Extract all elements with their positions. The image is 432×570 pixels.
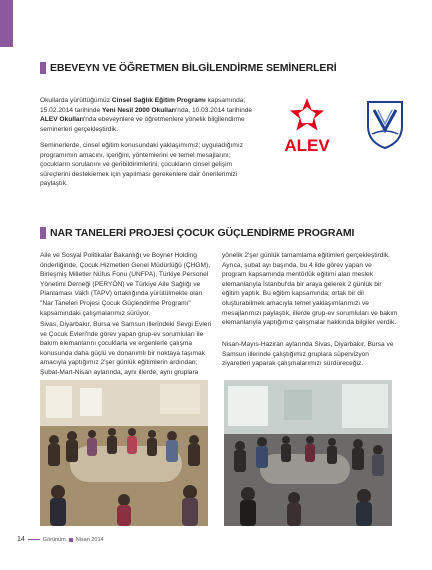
alev-logo-text: ALEV bbox=[284, 136, 330, 154]
nar-col1-paragraph1: Aile ve Sosyal Politikalar Bakanlığı ve Boyner Holding önderliğinde, Çocuk Hizmetleri Genel Müdürlüğü (ÇHGM), Birleşmiş Milletler Nüfus Fonu (UNFPA), Türkiye Personel Yönetimi Derneği (PERYÖN) ve Türkiye Aile Sağlığı ve Planlaması Vakfı (TAPV) ortaklığında yürütülmekte olan "Nar Taneleri Projesi Çocuk Güçlendirme Programı" kapsamındaki çalışmalarımız sürüyor. bbox=[40, 252, 211, 317]
section-heading-seminars bbox=[40, 61, 337, 75]
nar-col1-paragraph2: Sivas, Diyarbakır, Bursa ve Samsun illerindeki Sevgi Evleri ve Çocuk Evleri'nde görev yapan grup-ev sorumluları ile bakım elemanlarını çocuklarla ve ergenlerle çalışma konusunda daha güçlü ve donanımlı bir noktaya taşımak amacıyla yaptığımız 2'şer günlük eğitimlerin ardından; Şubat-Mart-Nisan aylarında, aynı illerde, aynı gruplara bbox=[40, 321, 212, 376]
training-photo-right bbox=[224, 380, 392, 526]
issue-date: Nisan 2014 bbox=[75, 536, 104, 543]
text-run: 'nda ebeveynlere ve öğretmenlere yönelik bilgilendirme seminerleri gerçekleştirdik. bbox=[40, 116, 245, 133]
corner-accent-tab bbox=[0, 0, 13, 47]
section-title: EBEVEYN VE ÖĞRETMEN BİLGİLENDİRME SEMİNERLERİ bbox=[50, 62, 337, 74]
nar-col2-paragraph2: Nisan-Mayıs-Haziran aylarında Sivas, Diyarbakır, Bursa ve Samsun illerinde çalıştığımız gruplara süpervizyon ziyaretleri yaparak çalışmalarımızı sürdüreceğiz. bbox=[222, 341, 394, 368]
magazine-name: Görünüm bbox=[42, 536, 66, 543]
program-name: Cinsel Sağlık Eğitim Programı bbox=[111, 97, 206, 104]
school-shield-logo bbox=[366, 98, 404, 150]
page-footer bbox=[17, 536, 104, 543]
seminar-intro-paragraph bbox=[40, 96, 262, 134]
page-number: 14 bbox=[17, 536, 25, 543]
text-run: kapsamında; 15.02.2014 tarihinde bbox=[40, 97, 246, 114]
school-name-alev: ALEV Okulları bbox=[40, 116, 84, 124]
nar-col2-paragraph1: yönelik 2'şer günlük tamamlama eğitimleri gerçekleştirdik. Ayrıca, şubat ayı başında, bu 4 ilde görev yapan ve program kapsamında mentörlük eğitimi alan meslek elemanlarıyla İstanbul'da bir araya gelerek 2 günlük bir eğitim yaptık. Bu eğitim kapsamında; ortak bir dil oluşturabilmek amacıyla temel yaklaşımlarımızı ve mesajlarımızı paylaştık, illerde grup-ev sorumluları ve bakım elemanlarıyla yaptığımız çalışmalar hakkında bilgiler verdik. bbox=[222, 252, 398, 327]
alev-logo bbox=[268, 98, 346, 154]
seminar-detail-paragraph: Seminerlerde, cinsel eğitim konusundaki yaklaşımımız; uyguladığımız programımın amacını, içeriğini, yöntemlerini ve temel mesajlarını; çocukların sorulanını ve geribildirimlerini; çocukların cinsel gelişim süreçlerini destekiemek için yapılması gerekenlere dair önerilerimizi paylaştık. bbox=[40, 142, 244, 188]
section-title: NAR TANELERİ PROJESİ ÇOCUK GÜÇLENDİRME PROGRAMI bbox=[50, 227, 355, 239]
text-run: Okullarda yürüttüğümüz bbox=[40, 97, 112, 104]
footer-divider bbox=[28, 539, 40, 540]
heading-accent-bar bbox=[40, 227, 46, 239]
school-name-yeni-nesil: Yeni Nesil 2000 Okulları bbox=[101, 106, 177, 114]
section-heading-nar-taneleri bbox=[40, 226, 354, 240]
training-photo-left bbox=[40, 380, 208, 526]
heading-accent-bar bbox=[40, 62, 46, 74]
footer-square-icon bbox=[69, 538, 73, 542]
text-run: 'nda, 10.03.2014 tarihinde bbox=[176, 106, 253, 114]
